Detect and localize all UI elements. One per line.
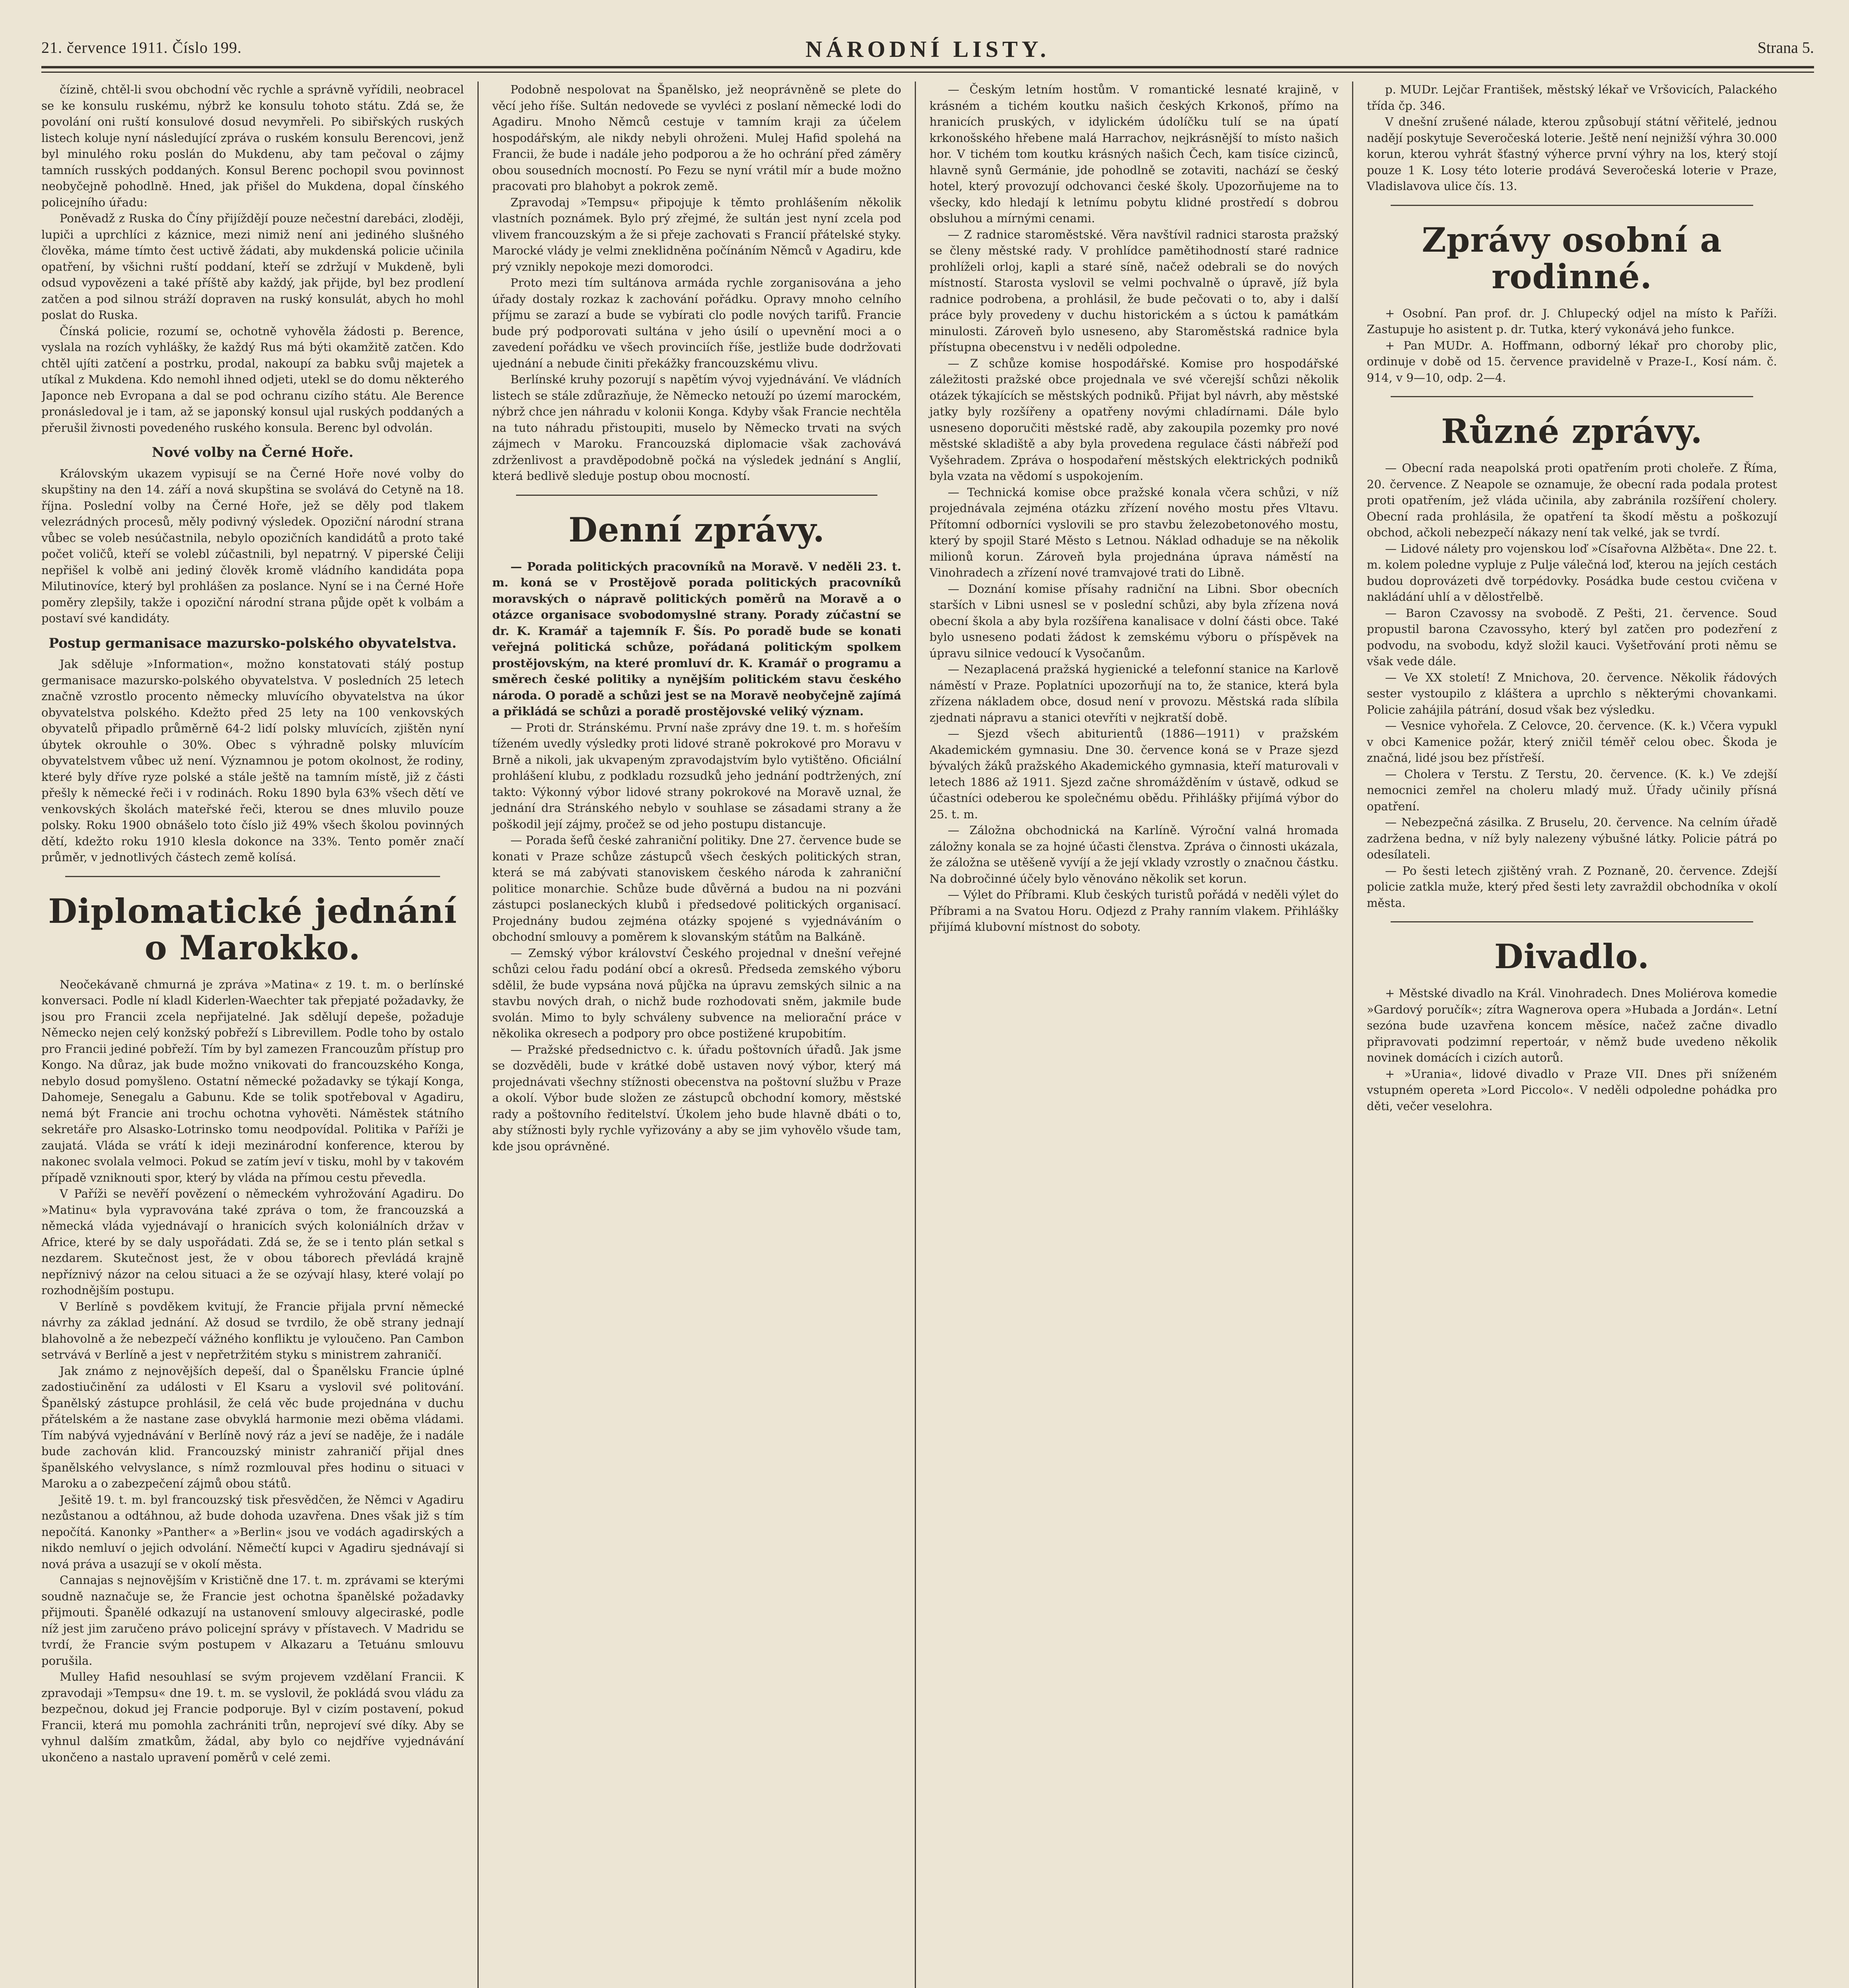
article-paragraph: — Záložna obchodnická na Karlíně. Výroční valná hromada záložny konala se za hojné účasti členstva. Zpráva o činnosti ukázala, že záložna se utěšeně vyvíjí a že její vklady vzrostly o značnou částku. Na dobročinné účely bylo věnováno několik set korun. xyxy=(929,823,1339,885)
article-paragraph: — Českým letním hostům. V romantické lesnaté krajině, v krásném a tichém koutku našich českých Krkonoš, přímo na hranicích pruských, v idylickém údolíčku tulí se na úpatí krkonošského hřebene malá Harrachov, nejkrásnější to místo našich hor. V tichém tom koutku krásných našich Čech, kam tisíce cizinců, hlavně synů Germánie, jde pohodlně se zotaviti, nachází se český hotel, který provozují odchovanci české školy. Upozorňujeme na to všecky, kdo hledají k letnímu pobytu klidné prostředí s dobrou obsluhou a mírnými cenami. xyxy=(929,83,1339,225)
article-paragraph: — Doznání komise přísahy radniční na Libni. Sbor obecních starších v Libni usnesl se v poslední schůzi, aby byla zřízena nová obecní škola a aby byla rozšířena kanalisace v dolní části obce. Také bylo usneseno podati žádost k zemskému výboru o příspěvek na úpravu silnice vedoucí k Vysočanům. xyxy=(929,582,1339,660)
article-paragraph: Cannajas s nejnovějším v Krističně dne 17. t. m. zprávami se kterými soudně naznačuje se, že Francie jest ochotna španělské požadavky přijmouti. Španělé odkazují na ustanovení smlouvy algeciraské, podle níž jest jim zaručeno právo policejní správy v přístavech. V Madridu se tvrdí, že Francie svým postupem v Alkazaru a Tetuánu smlouvu porušila. xyxy=(41,1573,464,1668)
column-1 xyxy=(41,82,479,1988)
section-divider xyxy=(1391,921,1753,922)
column-4 xyxy=(1353,82,1791,1988)
article-heading: Nové volby na Černé Hoře. xyxy=(151,445,354,460)
section-heading: Denní zprávy. xyxy=(568,510,825,549)
section-heading: Zprávy osobní a rodinné. xyxy=(1422,220,1722,296)
article-paragraph: + Osobní. Pan prof. dr. J. Chlupecký odjel na místo k Paříži. Zastupuje ho asistent p. dr. Tutka, který vykonává jeho funkce. xyxy=(1367,306,1777,336)
article-paragraph: p. MUDr. Lejčar František, městský lékař ve Vršovicích, Palackého třída čp. 346. xyxy=(1367,83,1777,113)
article-paragraph: — Pražské předsednictvo c. k. úřadu poštovních úřadů. Jak jsme se dozvěděli, bude v krátké době ustaven nový výbor, který má projednávati všechny stížnosti obecenstva na poštovní službu v Praze a okolí. Výbor bude složen ze zástupců obchodní komory, městské rady a poštovního ředitelství. Úkolem jeho bude hlavně dbáti o to, aby stížnosti byly rychle vyřizovány a aby se jim vyhovělo všude tam, kde jsou oprávněné. xyxy=(492,1043,901,1153)
article-paragraph: Mulley Hafid nesouhlasí se svým projevem vzdělaní Francii. K zpravodaji »Tempsu« dne 19. t. m. se vyslovil, že pokládá svou vládu za bezpečnou, dokud jej Francie podporuje. Byl v cizím postavení, pokud Francii, která mu pomohla zachrániti trůn, neprojeví své díky. Aby se vyhnul dalším zmatkům, žádal, aby bylo co nejdříve vyjednávání ukončeno a nastalo upravení poměrů v celé zemi. xyxy=(41,1670,464,1764)
article-paragraph: — Po šesti letech zjištěný vrah. Z Poznaně, 20. července. Zdejší policie zatkla muže, který před šesti lety zavraždil obchodníka v okolí města. xyxy=(1367,864,1777,910)
article-paragraph: — Technická komise obce pražské konala včera schůzi, v níž projednávala zejména otázku zřízení nového mostu přes Vltavu. Přítomní odborníci vyslovili se pro stavbu železobetonového mostu, který by spojil Staré Město s Letnou. Náklad odhaduje se na několik milionů korun. Zároveň byla projednána úprava náměstí na Vinohradech a zřízení nové tramvajové trati do Libně. xyxy=(929,485,1339,579)
masthead-rule xyxy=(41,72,1814,73)
article-paragraph: Proto mezi tím sultánova armáda rychle zorganisována a jeho úřady dostaly rozkaz k zachování pořádku. Opravy mnoho celního příjmu se zarazí a bude se vybírati clo podle nových tarifů. Francie bude prý podporovati sultána v jeho úsilí o upevnění moci a o zavedení pořádku ve všech provinciích říše, jestliže bude dodržovati ujednání a nebude činiti překážky francouzskému vlivu. xyxy=(492,276,901,370)
article-paragraph: — Proti dr. Stránskému. První naše zprávy dne 19. t. m. s hořeším tíženém uvedly výsledky proti lidové straně pokrokové pro Moravu v Brně a nikoli, jak ukvapeným zpravodajstvím bylo vytištěno. Oficiální prohlášení klubu, z podkladu rozsudků jeho jednání podtržených, zní takto: Výkonný výbor lidové strany pokrokové na Moravě uznal, že jednání dra Stránského nebylo v souhlase se zásadami strany a že poškodil její zájmy, pročež se od jeho postupu distancuje. xyxy=(492,720,901,831)
article-paragraph: V dnešní zrušené nálade, kterou způsobují státní věřitelé, jednou nadějí poskytuje Severočeská loterie. Ještě není nejnižší výhra 30.000 korun, kterou vyhrát šťastný výherce první výhry na los, který stojí pouze 1 K. Losy této loterie prodává Severočeská loterie v Praze, Vladislavova ulice čís. 13. xyxy=(1367,115,1777,193)
article-paragraph: Ješitě 19. t. m. byl francouzský tisk přesvědčen, že Němci v Agadiru nezůstanou a odtáhnou, až bude dohoda uzavřena. Dnes však již s tím nepočítá. Kanonky »Panther« a »Berlin« jsou ve vodách agadirských a nikdo nemluví o jejich odvolání. Němečtí kupci v Agadiru sjednávají si nová práva a usazují se v okolí města. xyxy=(41,1493,464,1571)
article-heading: Postup germanisace mazursko-polského obyvatelstva. xyxy=(49,635,457,651)
article-paragraph: Zpravodaj »Tempsu« připojuje k těmto prohlášením několik vlastních poznámek. Bylo prý zřejmé, že sultán jest nyní zcela pod vlivem francouzským a že si přeje zachovati s Francií přátelské styky. Marocké vlády je velmi zneklidněna počínáním Němců v Agadiru, kde prý vznikly nepokoje mezi domorodci. xyxy=(492,195,901,274)
article-paragraph: + »Urania«, lidové divadlo v Praze VII. Dnes při sníženém vstupném opereta »Lord Piccolo«. V neděli odpoledne pohádka pro děti, večer veselohra. xyxy=(1367,1067,1777,1113)
column-2 xyxy=(479,82,916,1988)
columns xyxy=(41,82,1814,1988)
section-divider xyxy=(1391,205,1753,206)
article-paragraph: Podobně nespolovat na Španělsko, jež neoprávněně se plete do věcí jeho říše. Sultán nedovede se vyvléci z poslaní německé lodi do Agadiru. Mnoho Němců cestuje v tamním kraji za účelem hospodářským, ale nikdy nebyli ohroženi. Mulej Hafid spolehá na Francii, že bude i nadále jeho podporou a že ho ochrání před záměry obou sousedních mocností. Po Fezu se nyní vrátil mír a bude možno pracovati pro blahobyt a pokrok země. xyxy=(492,83,901,193)
issue-date: 21. července 1911. Číslo 199. xyxy=(41,39,242,56)
section-heading: Divadlo. xyxy=(1494,937,1650,976)
page-number: Strana 5. xyxy=(1757,39,1814,56)
article-paragraph: — Sjezd všech abiturientů (1886—1911) v pražském Akademickém gymnasiu. Dne 30. července koná se v Praze sjezd bývalých žáků pražského Akademického gymnasia, kteří maturovali v letech 1886 až 1911. Sjezd začne shromážděním v ústavě, odkud se účastníci odeberou ke společnému obědu. Přihlášky přijímá výbor do 25. t. m. xyxy=(929,727,1339,821)
article-paragraph: Jak sděluje »Information«, možno konstatovati stálý postup germanisace mazursko-polského obyvatelstva. V posledních 25 letech značně vzrostlo procento německy mluvícího obyvatelstva na úkor obyvatelstva polského. Kdežto před 25 lety na 100 venkovských obyvatelů připadlo průměrně 64-2 lidí polsky mluvících, zjištěn nyní úbytek okrouhle o 30%. Obec s výhradně polsky mluvícím obyvatelstvem vůbec už není. Významnou je potom okolnost, že rodiny, které byly dříve ryze polské a stále ještě na tamním místě, již z části přešly k německé řeči i v rodinách. Roku 1890 byla 63% všech dětí ve venkovských školách mateřské řeči, kterou se dnes mluvilo pouze polsky. Roku 1900 obnášelo toto číslo již 49% všech školou povinných dětí, kdežto roku 1910 klesla dokonce na 33%. Tento poměr značí průměr, v jednotlivých částech země kolísá. xyxy=(41,657,464,864)
article-paragraph: — Zemský výbor království Českého projednal v dnešní veřejné schůzi celou řadu podání obcí a okresů. Předseda zemského výboru sdělil, že bude vypsána nová půjčka na úpravu zemských silnic a na stavbu nových drah, o nichž bude rozhodovati sněm, jakmile bude svolán. Mimo to byly schváleny subvence na meliorační práce v několika okresech a podpory pro obce postižené krupobitím. xyxy=(492,946,901,1040)
article-paragraph: Berlínské kruhy pozorují s napětím vývoj vyjednávání. Ve vládních listech se stále zdůrazňuje, že Německo netouží po území marockém, nýbrž chce jen náhradu v kolonii Konga. Kdyby však Francie nechtěla na tuto náhradu přistoupiti, muselo by Německo trvati na svých zájmech v Maroku. Francouzská diplomacie však zachovává zdrženlivost a pravděpodobně počká na výsledek jednání s Anglií, která bedlivě sleduje postup obou mocností. xyxy=(492,373,901,483)
section-divider xyxy=(65,876,440,877)
article-paragraph: — Porada šefů české zahraniční politiky. Dne 27. července bude se konati v Praze schůze zástupců všech českých politických stran, která se má zabývati stanoviskem českého národa k zahraniční politice monarchie. Schůze bude důvěrná a budou na ni pozváni zástupci poslaneckých klubů i předsedové politických organisací. Projednány budou zejména otázky spojené s vyjednáváním o obchodní smlouvy a poměrem k slovanským státům na Balkáně. xyxy=(492,833,901,944)
newspaper-title: NÁRODNÍ LISTY. xyxy=(805,36,1050,62)
article-paragraph: Jak známo z nejnovějších depeší, dal o Španělsku Francie úplné zadostiučinění za události v El Ksaru a vyslovil své politování. Španělský zástupce prohlásil, že celá věc bude projednána v duchu přátelském a že nastane zase obvyklá harmonie mezi oběma vládami. Tím nabývá vyjednávání v Berlíně nový ráz a jeví se naděje, že i nadále bude zachován klid. Francouzský ministr zahraničí přijal dnes španělského velvyslance, s nímž rozmlouval přes hodinu o situaci v Maroku a o zabezpečení zájmů obou států. xyxy=(41,1364,464,1490)
article-paragraph: — Z radnice staroměstské. Věra navštívil radnici starosta pražský se členy městské rady. V prohlídce pamětihodností staré radnice prohlíželi orloj, kapli a staré síně, načež odebrali se do nových místností. Starosta vyslovil se velmi pochvalně o úpravě, jíž byla radnice podrobena, a prohlásil, že bude pečovati o to, aby i další práce byly provedeny v duchu historickém a s úctou k památkám minulosti. Zároveň bylo usneseno, aby Staroměstská radnice byla přístupna obecenstvu i v neděli odpoledne. xyxy=(929,227,1339,354)
article-paragraph: — Obecní rada neapolská proti opatřením proti choleře. Z Říma, 20. července. Z Neapole se oznamuje, že obecní rada podala protest proti opatřením, jež vláda učinila, aby zabránila rozšíření cholery. Obecní rada prohlásila, že opatření ta škodí městu a poškozují obchod, ačkoli nebezpečí nákazy není tak velké, jak se tvrdí. xyxy=(1367,461,1777,539)
article-paragraph: Poněvadž z Ruska do Číny přijíždějí pouze nečestní darebáci, zloději, lupiči a uprchlíci z káznice, mezi nimiž není ani jediného slušného člověka, máme tímto čest uctivě žádati, aby mukdenská policie učinila opatření, by všichni ruští poddaní, kteří se zdržují v Mukdeně, byli odsud vypovězeni a také příště aby každý, jak přijde, byl bez prodlení zatčen a pod silnou stráží dopraven na ruský konsulát, abych ho mohl poslat do Ruska. xyxy=(41,212,464,322)
article-paragraph: Čínská policie, rozumí se, ochotně vyhověla žádosti p. Berence, vyslala na rozích vyhlášky, že každý Rus má býti okamžitě zatčen. Kdo chtěl ujíti zatčení a postrku, prodal, nakoupí za babku svůj majetek a utíkal z Mukdena. Kdo nemohl ihned odjeti, utekl se do domu některého Japonce neb Evropana a dal se pod ochranu cizího státu. Ale Berence pronásledoval je i tam, až se japonský konsul ujal ruských poddaných a přerušil živnosti povedeného ruského konsula. Berenc byl odvolán. xyxy=(41,324,464,435)
article-paragraph: — Lidové nálety pro vojenskou loď »Císařovna Alžběta«. Dne 22. t. m. kolem poledne vypluje z Pulje válečná loď, kterou na jejích cestách budou doprovázeti dvě torpédovky. Posádka bude cestou cvičena v nakládání uhlí a v dělostřelbě. xyxy=(1367,542,1777,604)
article-paragraph: + Městské divadlo na Král. Vinohradech. Dnes Moliérova komedie »Gardový poručík«; zítra Wagnerova opera »Hubada a Jordán«. Letní sezóna bude uzavřena koncem měsíce, načež začne divadlo připravovati podzimní repertoár, v němž bude uvedeno několik novinek domácích i cizích autorů. xyxy=(1367,986,1777,1064)
article-paragraph: čízině, chtěl-li svou obchodní věc rychle a správně vyřídili, neobracel se ke konsulu ruskému, nýbrž ke konsulu tohoto státu. Zdá se, že povolání oni ruští konsulové dosud nevymřeli. Po sibiřských ruských listech koluje nyní následující zpráva o ruském konsulu Berencovi, jenž byl minulého roku poslán do Mukdenu, aby tam pečoval o zájmy tamních rusských poddaných. Konsul Berenc pochopil svou povinnost neobyčejně pohodlně. Hned, jak přišel do Mukdena, dopal čínského policejního úřadu: xyxy=(41,83,464,209)
article-paragraph: V Paříži se nevěří povězení o německém vyhrožování Agadiru. Do »Matinu« byla vypravována také zpráva o tom, že francouzská a německá vláda vyjednávají o hranicích svých koloniálních držav v Africe, které by se daly uspořádati. Zdá se, že se i tento plán setkal s nezdarem. Skutečnost jest, že v obou táborech převládá krajně nepříznivý názor na celou situaci a že se ozývají hlasy, které volají po rozhodnějším postupu. xyxy=(41,1187,464,1297)
article-paragraph: — Nezaplacená pražská hygienické a telefonní stanice na Karlově náměstí v Praze. Poplatníci upozorňují na to, že stanice, která byla zřízena nákladem obce, dosud není v provozu. Městská rada slíbila zjednati nápravu a stanici otevříti v nejkratší době. xyxy=(929,662,1339,724)
article-paragraph: V Berlíně s povděkem kvitují, že Francie přijala první německé návrhy za základ jednání. Až dosud se tvrdilo, že obě strany jednají blahovolně a že nebezpečí vážného konfliktu je vyloučeno. Pan Cambon setrvává v Berlíně a jest v nepřetržitém styku s ministrem zahraničí. xyxy=(41,1299,464,1361)
article-paragraph: — Cholera v Terstu. Z Terstu, 20. července. (K. k.) Ve zdejší nemocnici zemřel na choleru mladý muž. Úřady učinily přísná opatření. xyxy=(1367,767,1777,813)
section-divider xyxy=(1391,396,1753,397)
article-paragraph: — Nebezpečná zásilka. Z Bruselu, 20. července. Na celním úřadě zadržena bedna, v níž byly nalezeny výbušné látky. Policie pátrá po odesílateli. xyxy=(1367,815,1777,861)
article-paragraph: — Baron Czavossy na svobodě. Z Pešti, 21. července. Soud propustil barona Czavossyho, který byl zatčen pro podezření z podvodu, na svobodu, když složil kauci. Vyšetřování proti němu se však vede dále. xyxy=(1367,606,1777,668)
article-paragraph: — Vesnice vyhořela. Z Celovce, 20. července. (K. k.) Včera vypukl v obci Kamenice požár, který zničil téměř celou obec. Škoda je značná, lidé jsou bez přístřeší. xyxy=(1367,719,1777,765)
article-paragraph: Královským ukazem vypisují se na Černé Hoře nové volby do skupštiny na den 14. září a nová skupština se svolává do Cetyně na 18. října. Poslední volby na Černé Hoře, jež se děly pod tlakem velezrádných procesů, měly podivný výsledek. Opoziční národní strana vůbec se voleb nesúčastnila, nebylo opozičních kandidátů a proto také počet voličů, kteří se volebl zúčastnili, byl nepatrný. V piperské Čeliji nepřišel k volbě ani jediný člověk kromě vládního kandidáta popa Milutinovíce, který byl prohlášen za poslance. Nyní se i na Černé Hoře poměry zlepšily, takže i opoziční národní strana půjde opět k volbám a postaví své kandidáty. xyxy=(41,466,464,625)
article-paragraph: — Z schůze komise hospodářské. Komise pro hospodářské záležitosti pražské obce projednala ve své včerejší schůzi několik otázek týkajících se městských podniků. Přijat byl návrh, aby městské jatky byly rozšířeny a opatřeny novými chladírnami. Dále bylo usneseno doporučiti městské radě, aby zakoupila pozemky pro nové městské skladiště a aby byla provedena regulace části nábřeží pod Vyšehradem. Zpráva o hospodaření městských elektrických podniků byla vzata na vědomí s uspokojením. xyxy=(929,356,1339,483)
column-3 xyxy=(916,82,1353,1988)
article-paragraph: Neočekávaně chmurná je zpráva »Matina« z 19. t. m. o berlínské konversaci. Podle ní kladl Kiderlen-Waechter tak přepjaté požadavky, že jsou pro Francii zcela nepřijatelné. Jak sdělují depeše, požaduje Německo nejen celý konžský pobřeží s Librevillem. Podle toho by ostalo pro Francii jediné pobřeží. Tím by byl zamezen Francouzům přístup pro Kongo. Na důraz, jak bude možno vnikovati do francouzského Konga, nebylo dosud pomyšleno. Ostatní německé požadavky se týkají Konga, Dahomeje, Senegalu a Gabunu. Kde se tolik spotřeboval v Agadiru, nemá být Francie ani trochu ochotna vyhověti. Náměstek státního sekretáře pro Alsasko-Lotrinsko tomu neodpovídal. Politika v Paříži je zaujatá. Vláda se vrátí k ideji mezinárodní konference, kterou by nakonec svolala velmoci. Pokud se zatím jeví v tisku, mohl by v takovém případě vzniknouti spor, který by vláda na přímou cestu převedla. xyxy=(41,977,464,1184)
section-divider xyxy=(516,495,877,496)
article-paragraph: + Pan MUDr. A. Hoffmann, odborný lékař pro choroby plic, ordinuje v době od 15. července pravidelně v Praze-I., Kosí nám. č. 914, v 9—10, odp. 2—4. xyxy=(1367,338,1777,384)
article-paragraph: — Výlet do Příbrami. Klub českých turistů pořádá v neděli výlet do Příbrami a na Svatou Horu. Odjezd z Prahy ranním vlakem. Přihlášky přijímá klubovní místnost do soboty. xyxy=(929,888,1339,934)
article-paragraph: — Ve XX století! Z Mnichova, 20. července. Několik řádových sester vystoupilo z kláštera a uprchlo s některými chovankami. Policie zahájila pátrání, dosud však bez výsledku. xyxy=(1367,670,1777,716)
article-paragraph: — Porada politických pracovníků na Moravě. V neděli 23. t. m. koná se v Prostějově porada politických pracovníků moravských o nápravě politických poměrů na Moravě a o otázce organisace svobodomyslné strany. Porady zúčastní se dr. K. Kramář a tajemník F. Šís. Po poradě bude se konati veřejná politická schůze, pořádaná politickým spolkem prostějovským, na které promluví dr. K. Kramář o programu a směrech české politiky a nynějším politickém stavu českého národa. O poradě a schůzi jest se na Moravě neobyčejně zajímá a přikládá se schůzi a poradě prostějovské veliký význam. xyxy=(492,559,901,718)
section-heading: Různé zprávy. xyxy=(1441,412,1703,451)
masthead xyxy=(41,38,1814,68)
section-heading: Diplomatické jednání o Marokko. xyxy=(48,891,457,967)
